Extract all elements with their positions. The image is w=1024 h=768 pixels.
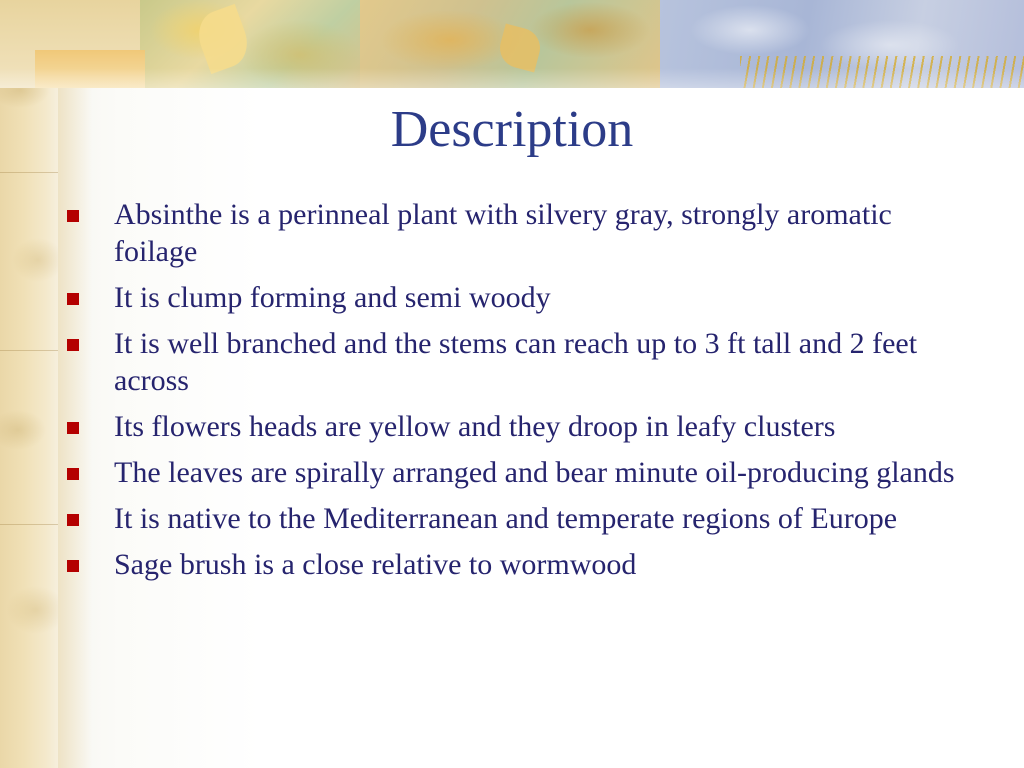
bullet-item: [64, 279, 964, 316]
strip-seam: [0, 350, 58, 351]
square-bullet-icon: [67, 293, 79, 305]
bullet-text: It is clump forming and semi woody: [114, 281, 551, 314]
square-bullet-icon: [67, 339, 79, 351]
bullet-text: It is native to the Mediterranean and temperate regions of Europe: [114, 502, 898, 535]
bullet-text: Absinthe is a perinneal plant with silvery gray, strongly aromatic foilage: [114, 198, 892, 268]
square-bullet-icon: [67, 514, 79, 526]
square-bullet-icon: [67, 422, 79, 434]
bullet-item: [64, 546, 964, 583]
square-bullet-icon: [67, 210, 79, 222]
square-bullet-icon: [67, 468, 79, 480]
bullet-item: [64, 325, 964, 399]
bullet-text: Sage brush is a close relative to wormwood: [114, 548, 637, 581]
decorative-banner: [0, 0, 1024, 88]
bullet-item: [64, 500, 964, 537]
strip-seam: [0, 172, 58, 173]
bullet-text: The leaves are spirally arranged and bear minute oil-producing glands: [114, 456, 955, 489]
slide-title: Description: [390, 101, 634, 158]
bullet-item: [64, 408, 964, 445]
bullet-item: [64, 196, 964, 270]
strip-seam: [0, 524, 58, 525]
bullet-item: [64, 454, 964, 491]
banner-fade: [0, 68, 1024, 88]
bullet-text: Its flowers heads are yellow and they droop in leafy clusters: [114, 410, 836, 443]
bullet-text: It is well branched and the stems can reach up to 3 ft tall and 2 feet across: [114, 327, 918, 397]
square-bullet-icon: [67, 560, 79, 572]
bullet-list: [64, 196, 964, 592]
